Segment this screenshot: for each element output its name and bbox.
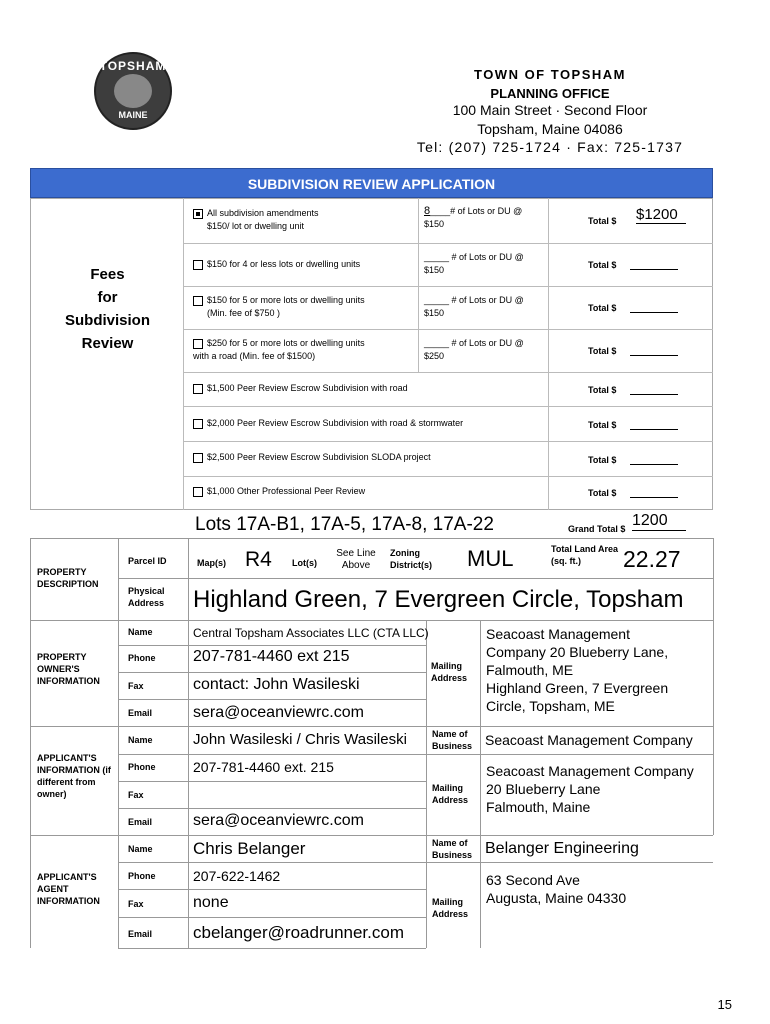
- escrow-total-1000: Total $: [588, 487, 678, 498]
- amendments-checkbox[interactable]: [193, 209, 203, 219]
- agent-section-label: APPLICANT'S AGENT INFORMATION: [37, 872, 100, 906]
- fees-label: Fees for Subdivision Review: [64, 266, 150, 352]
- fee-row-amendments: All subdivision amendments $150/ lot or dwelling unit: [193, 207, 319, 233]
- seal-bottom-text: MAINE: [118, 110, 148, 120]
- 5-or-more-checkbox[interactable]: [193, 296, 203, 306]
- owner-mailing-value[interactable]: Seacoast Management Company 20 Blueberry Lane, Falmouth, ME Highland Green, 7 Evergreen Circle, Topsham, ME: [486, 626, 669, 714]
- agent-email-value[interactable]: cbelanger@roadrunner.com: [193, 923, 404, 942]
- seal-top-text: TOPSHAM: [99, 59, 167, 73]
- applicant-email-label: Email: [128, 817, 153, 827]
- total-row-4-or-less: Total $: [588, 259, 678, 270]
- applicant-business-value[interactable]: Seacoast Management Company: [485, 732, 693, 748]
- lots-count-amendments[interactable]: 8____# of Lots or DU @ $150: [424, 205, 523, 229]
- total-input-5-or-more[interactable]: [630, 302, 678, 313]
- agent-fax-value[interactable]: none: [193, 894, 229, 911]
- fee-row-4-or-less: $150 for 4 or less lots or dwelling units: [193, 258, 360, 271]
- total-row-5-or-more: Total $: [588, 302, 678, 313]
- zoning-label: Zoning District(s): [390, 548, 433, 570]
- owner-name-label: Name: [128, 627, 153, 637]
- escrow-row-2500: $2,500 Peer Review Escrow Subdivision SLODA project: [193, 451, 431, 464]
- owner-fax-label: Fax: [128, 681, 144, 691]
- escrow-row-1000: $1,000 Other Professional Peer Review: [193, 485, 365, 498]
- escrow-1000-checkbox[interactable]: [193, 487, 203, 497]
- applicant-section-label: APPLICANT'S INFORMATION (if different from owner): [37, 753, 111, 799]
- escrow-row-2000: $2,000 Peer Review Escrow Subdivision with road & stormwater: [193, 417, 463, 430]
- agent-phone-label: Phone: [128, 871, 156, 881]
- physical-address-value[interactable]: Highland Green, 7 Evergreen Circle, Topsham: [193, 586, 684, 613]
- applicant-mailing-value[interactable]: Seacoast Management Company 20 Blueberry Lane Falmouth, Maine: [486, 763, 694, 815]
- total-row-with-road: Total $: [588, 345, 678, 356]
- total-input-with-road[interactable]: [630, 345, 678, 356]
- applicant-mailing-label: Mailing Address: [432, 783, 469, 805]
- form-title-banner: SUBDIVISION REVIEW APPLICATION: [30, 168, 713, 198]
- applicant-phone-label: Phone: [128, 762, 156, 772]
- total-input-4-or-less[interactable]: [630, 259, 678, 270]
- owner-email-label: Email: [128, 708, 153, 718]
- seal-emblem: [114, 74, 152, 108]
- agent-name-label: Name: [128, 844, 153, 854]
- maps-value[interactable]: R4: [245, 548, 272, 571]
- agent-business-label: Name of Business: [432, 838, 473, 860]
- town-name: TOWN OF TOPSHAM: [473, 67, 627, 82]
- lots-value[interactable]: See Line Above: [336, 548, 376, 571]
- area-label: Total Land Area (sq. ft.): [551, 544, 619, 566]
- escrow-total-1500: Total $: [588, 384, 678, 395]
- parcel-id-label: Parcel ID: [128, 556, 167, 566]
- lots-count-5-or-more[interactable]: _____ # of Lots or DU @ $150: [424, 295, 524, 318]
- town-seal-logo: [94, 52, 172, 130]
- office-address-line2: Topsham, Maine 04086: [477, 121, 623, 137]
- escrow-2000-checkbox[interactable]: [193, 419, 203, 429]
- property-section-label: PROPERTY DESCRIPTION: [37, 567, 99, 589]
- owner-email-value[interactable]: sera@oceanviewrc.com: [193, 704, 364, 721]
- office-phone: Tel: (207) 725-1724 · Fax: 725-1737: [416, 139, 684, 155]
- total-value-amendments[interactable]: $1200: [636, 206, 686, 224]
- lots-count-4-or-less[interactable]: _____ # of Lots or DU @ $150: [424, 252, 524, 275]
- escrow-1500-checkbox[interactable]: [193, 384, 203, 394]
- owner-section-label: PROPERTY OWNER'S INFORMATION: [37, 652, 100, 686]
- escrow-row-1500: $1,500 Peer Review Escrow Subdivision with road: [193, 382, 408, 395]
- agent-phone-value[interactable]: 207-622-1462: [193, 868, 281, 884]
- area-value[interactable]: 22.27: [623, 546, 681, 572]
- agent-email-label: Email: [128, 929, 153, 939]
- physical-address-label: Physical Address: [128, 586, 165, 608]
- lots-note: Lots 17A-B1, 17A-5, 17A-8, 17A-22: [195, 514, 494, 535]
- fee-row-with-road: $250 for 5 or more lots or dwelling units with a road (Min. fee of $1500): [193, 338, 365, 361]
- escrow-2500-checkbox[interactable]: [193, 453, 203, 463]
- grand-total-value[interactable]: 1200: [632, 512, 686, 531]
- maps-label: Map(s): [197, 558, 226, 568]
- applicant-business-label: Name of Business: [432, 729, 473, 751]
- owner-fax-value[interactable]: contact: John Wasileski: [193, 676, 360, 693]
- agent-mailing-label: Mailing Address: [432, 897, 469, 919]
- with-road-checkbox[interactable]: [193, 339, 203, 349]
- fee-row-5-or-more: $150 for 5 or more lots or dwelling units (Min. fee of $750 ): [193, 294, 365, 320]
- escrow-total-2000: Total $: [588, 419, 678, 430]
- total-label-amendments: Total $: [588, 216, 617, 226]
- agent-fax-label: Fax: [128, 899, 144, 909]
- applicant-email-value[interactable]: sera@oceanviewrc.com: [193, 812, 364, 829]
- escrow-total-2500: Total $: [588, 454, 678, 465]
- applicant-name-label: Name: [128, 735, 153, 745]
- applicant-name-value[interactable]: John Wasileski / Chris Wasileski: [193, 731, 407, 748]
- owner-phone-label: Phone: [128, 653, 156, 663]
- applicant-phone-value[interactable]: 207-781-4460 ext. 215: [193, 759, 334, 775]
- agent-name-value[interactable]: Chris Belanger: [193, 839, 306, 858]
- lots-count-with-road[interactable]: _____ # of Lots or DU @ $250: [424, 338, 524, 361]
- office-name: PLANNING OFFICE: [490, 86, 610, 101]
- owner-name-value[interactable]: Central Topsham Associates LLC (CTA LLC): [193, 626, 429, 640]
- office-address-line1: 100 Main Street · Second Floor: [452, 102, 648, 118]
- applicant-fax-label: Fax: [128, 790, 144, 800]
- lots-label: Lot(s): [292, 558, 317, 568]
- 4-or-less-checkbox[interactable]: [193, 260, 203, 270]
- owner-mailing-label: Mailing Address: [431, 661, 468, 683]
- zoning-value[interactable]: MUL: [467, 546, 514, 571]
- agent-business-value[interactable]: Belanger Engineering: [485, 840, 639, 857]
- owner-phone-value[interactable]: 207-781-4460 ext 215: [193, 648, 350, 665]
- page-number: 15: [717, 997, 732, 1012]
- agent-mailing-value[interactable]: 63 Second Ave Augusta, Maine 04330: [486, 872, 627, 906]
- grand-total-label: Grand Total $: [568, 524, 626, 534]
